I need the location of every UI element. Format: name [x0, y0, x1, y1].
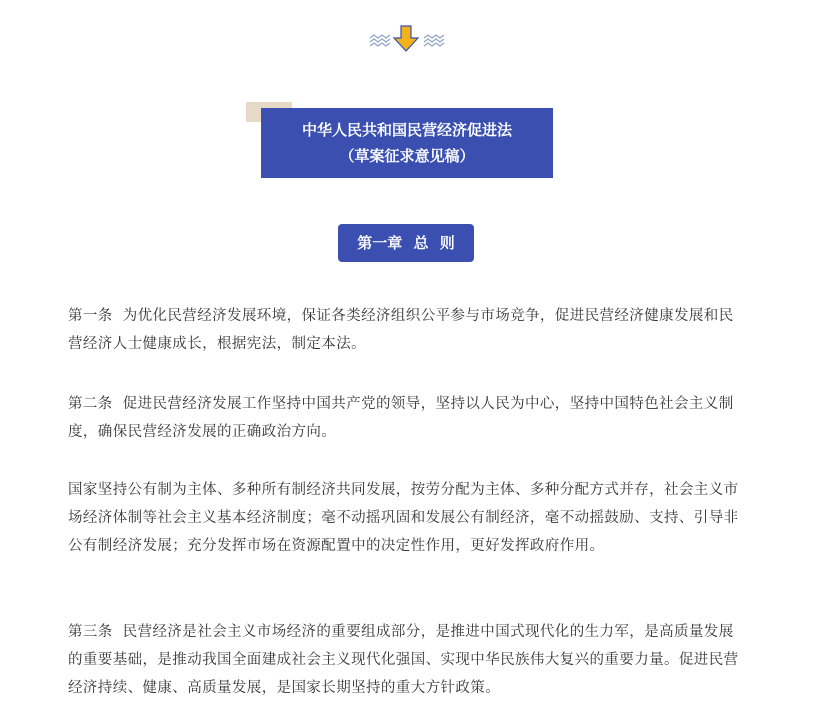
article-paragraph: [68, 390, 748, 446]
article-number: 第一条: [68, 308, 113, 324]
article-text: 为优化民营经济发展环境，保证各类经济组织公平参与市场竞争，促进民营经济健康发展和民营经济人士健康成长，根据宪法，制定本法。: [68, 308, 734, 352]
article-number: 第三条: [68, 624, 113, 640]
document-title: [261, 108, 553, 178]
title-line-1: 中华人民共和国民营经济促进法: [301, 121, 512, 139]
right-wave-lines-icon: [424, 35, 444, 46]
left-wave-lines-icon: [370, 35, 390, 46]
title-line-2: （草案征求意见稿）: [339, 147, 475, 165]
down-arrow-icon: [394, 26, 418, 51]
article-text: 促进民营经济发展工作坚持中国共产党的领导，坚持以人民为中心，坚持中国特色社会主义制度，确保民营经济发展的正确政治方向。: [68, 396, 734, 440]
article-number: 第二条: [68, 396, 113, 412]
article-text: 民营经济是社会主义市场经济的重要组成部分，是推进中国式现代化的生力军，是高质量发展的重要基础，是推动我国全面建成社会主义现代化强国、实现中华民族伟大复兴的重要力量。促进民营经济持续、健康、高质量发展，是国家长期坚持的重大方针政策。: [68, 624, 739, 696]
article-text: 国家坚持公有制为主体、多种所有制经济共同发展，按劳分配为主体、多种分配方式并存，社会主义市场经济体制等社会主义基本经济制度；毫不动摇巩固和发展公有制经济，毫不动摇鼓励、支持、引导非公有制经济发展；充分发挥市场在资源配置中的决定性作用，更好发挥政府作用。: [68, 482, 739, 554]
document-title-block: [246, 102, 556, 178]
article-paragraph: [68, 476, 748, 560]
article-paragraph: [68, 302, 748, 358]
section-divider: [0, 24, 829, 54]
chapter-heading: 第一章 总 则: [338, 224, 474, 262]
article-paragraph: [68, 618, 748, 702]
